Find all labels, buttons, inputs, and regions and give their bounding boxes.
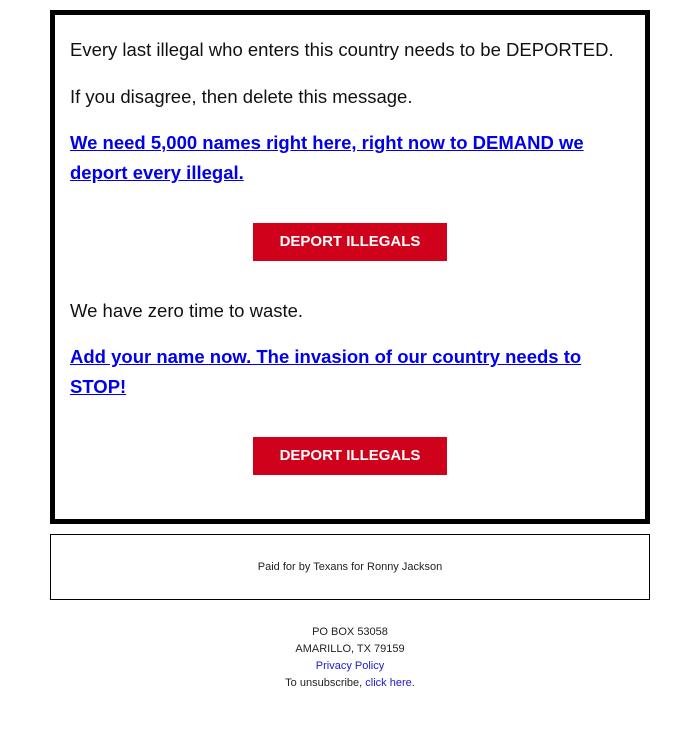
paid-for-disclaimer: Paid for by Texans for Ronny Jackson bbox=[50, 534, 650, 600]
deport-button-1[interactable]: DEPORT ILLEGALS bbox=[253, 223, 447, 261]
zero-time-text: We have zero time to waste. bbox=[70, 300, 304, 321]
footer-address bbox=[0, 624, 700, 692]
privacy-policy-link[interactable]: Privacy Policy bbox=[315, 660, 385, 672]
deport-button-2[interactable]: DEPORT ILLEGALS bbox=[253, 437, 447, 475]
address-line-1: PO BOX 53058 bbox=[312, 626, 388, 638]
add-name-link[interactable]: Add your name now. The invasion of our country needs to STOP! bbox=[70, 346, 582, 397]
message-box bbox=[50, 10, 650, 524]
unsubscribe-text: To unsubscribe, bbox=[285, 677, 366, 689]
unsubscribe-link[interactable]: click here. bbox=[365, 677, 415, 689]
disagree-text: If you disagree, then delete this message. bbox=[70, 86, 413, 107]
intro-text: Every last illegal who enters this country needs to be DEPORTED. bbox=[70, 39, 614, 60]
petition-link[interactable]: We need 5,000 names right here, right now to DEMAND we deport every illegal. bbox=[70, 132, 584, 183]
address-line-2: AMARILLO, TX 79159 bbox=[295, 643, 405, 655]
